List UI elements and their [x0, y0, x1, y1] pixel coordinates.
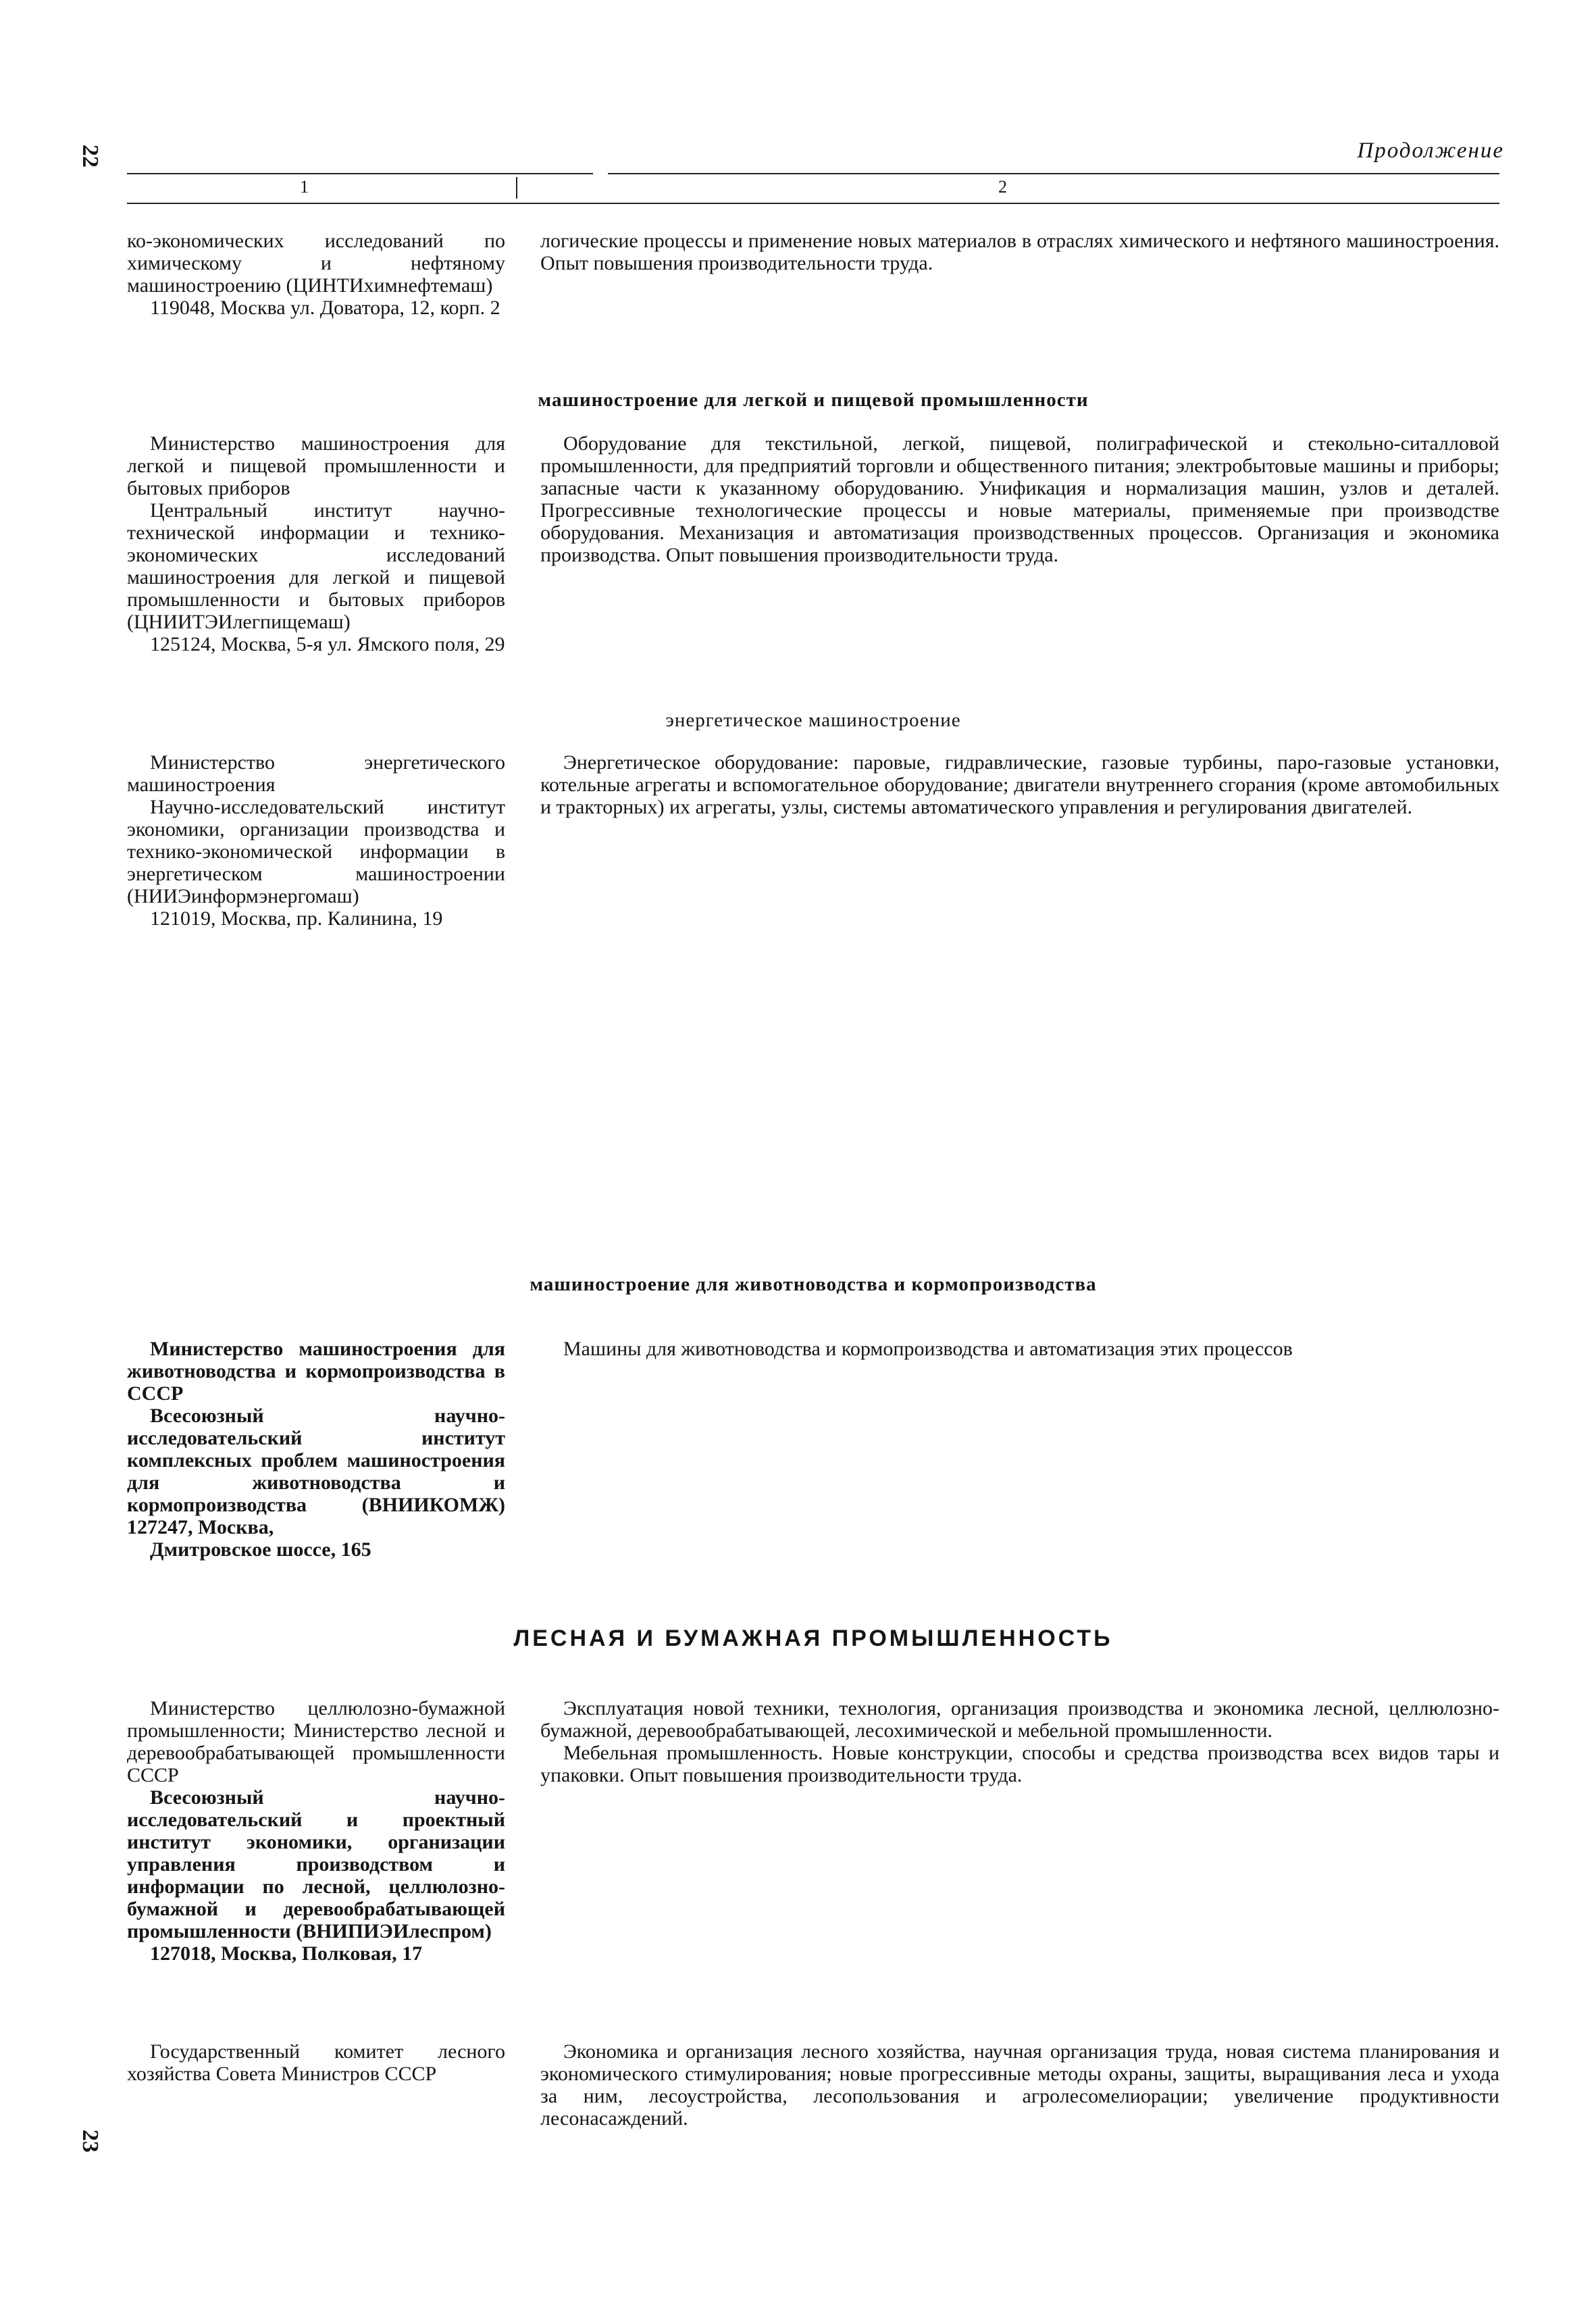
address-text: 127018, Москва, Полковая, 17: [150, 1942, 423, 1965]
address-text: Дмитровское шоссе, 165: [150, 1538, 371, 1561]
institute-text: Всесоюзный научно-исследовательский институт комплексных проблем машиностроения для животноводства и кормопроизводства (ВНИИКОМЖ) 127247, Москва,: [127, 1405, 505, 1538]
institute-text: Всесоюзный научно-исследовательский и проектный институт экономики, организации управления производством и информации по лесной, целлюлозно-бумажной и деревообрабатывающей промышленности (ВНИПИЭИлеспром): [127, 1786, 505, 1942]
continuation-label: Продолжение: [1357, 139, 1504, 163]
ministry-text: Министерство энергетического машиностроения: [127, 751, 505, 796]
section-5-organisations: [127, 2040, 505, 2085]
org-text: ко-экономических исследований по химическому и нефтяному машиностроению (ЦИНТИхимнефтемаш): [127, 230, 505, 297]
column-separator: [516, 177, 517, 199]
institute-text: Научно-исследовательский институт экономики, организации производства и технико-экономической информации в энергетическом машиностроении (НИИЭинформэнергомаш): [127, 796, 505, 907]
topic-text: Экономика и организация лесного хозяйства, научная организация труда, новая система планирования и экономического стимулирования; новые прогрессивные методы охраны, защиты, выращивания леса и ухода за ним, лесоустройства, лесопользования и агролесомелиорации; увеличение продуктивности лесонасаждений.: [540, 2040, 1499, 2130]
section-3-organisations: [127, 1338, 505, 1561]
section-2-organisations: [127, 751, 505, 930]
page-number-top: 22: [78, 145, 103, 168]
section-3-heading: машиностроение для животноводства и кормопроизводства: [530, 1274, 1097, 1295]
section-2-topics: [540, 751, 1499, 818]
topic-text: логические процессы и применение новых материалов в отраслях химического и нефтяного машиностроения. Опыт повышения производительности труда.: [540, 230, 1499, 274]
header-rule-right: [608, 173, 1499, 174]
section-1-heading: машиностроение для легкой и пищевой промышленности: [538, 389, 1089, 411]
section-4-heading: ЛЕСНАЯ И БУМАЖНАЯ ПРОМЫШЛЕННОСТЬ: [513, 1626, 1113, 1651]
page-number-bottom: 23: [78, 2130, 103, 2153]
institute-text: Центральный институт научно-технической информации и технико-экономических исследований машиностроения для легкой и пищевой промышленности и бытовых приборов (ЦНИИТЭИлегпищемаш): [127, 499, 505, 633]
topic-text: Эксплуатация новой техники, технология, организация производства и экономика лесной, целлюлозно-бумажной, деревообрабатывающей, лесохимической и мебельной промышленности.: [540, 1697, 1499, 1742]
section-0-organisations: [127, 230, 505, 319]
section-2-heading: энергетическое машиностроение: [665, 709, 961, 731]
section-5-topics: [540, 2040, 1499, 2130]
topic-text: Мебельная промышленность. Новые конструкции, способы и средства производства всех видов тары и упаковки. Опыт повышения производительности труда.: [540, 1742, 1499, 1786]
ministry-text: Министерство машиностроения для легкой и пищевой промышленности и бытовых приборов: [127, 432, 505, 499]
ministry-text: Министерство машиностроения для животноводства и кормопроизводства в СССР: [127, 1338, 505, 1405]
section-4-topics: [540, 1697, 1499, 1786]
topic-text: Машины для животноводства и кормопроизводства и автоматизация этих процессов: [563, 1338, 1293, 1360]
topic-text: Оборудование для текстильной, легкой, пищевой, полиграфической и стекольно-ситалловой промышленности, для предприятий торговли и общественного питания; электробытовые машины и приборы; запасные части к указанному оборудованию. Унификация и нормализация машин, узлов и деталей. Прогрессивные технологические процессы и новые материалы, применяемые при производстве оборудования. Механизация и автоматизация производственных процессов. Организация и экономика производства. Опыт повышения производительности труда.: [540, 432, 1499, 566]
address-text: 119048, Москва ул. Доватора, 12, корп. 2: [150, 297, 500, 319]
ministry-text: Министерство целлюлозно-бумажной промышленности; Министерство лесной и деревообрабатывающей промышленности СССР: [127, 1697, 505, 1786]
topic-text: Энергетическое оборудование: паровые, гидравлические, газовые турбины, паро-газовые установки, котельные агрегаты и вспомогательное оборудование; двигатели внутреннего сгорания (кроме автомобильных и тракторных) их агрегаты, узлы, системы автоматического управления и регулирования двигателей.: [540, 751, 1499, 818]
address-text: 125124, Москва, 5-я ул. Ямского поля, 29: [150, 633, 505, 655]
section-4-organisations: [127, 1697, 505, 1965]
header-rule-left: [127, 173, 593, 174]
section-1-organisations: [127, 432, 505, 655]
committee-text: Государственный комитет лесного хозяйства Совета Министров СССР: [127, 2040, 505, 2085]
section-0-topics: [540, 230, 1499, 274]
column-number-1: 1: [300, 177, 309, 197]
column-number-2: 2: [998, 177, 1007, 197]
address-text: 121019, Москва, пр. Калинина, 19: [150, 907, 443, 930]
section-1-topics: [540, 432, 1499, 566]
section-3-topics: [540, 1338, 1499, 1360]
header-rule-bottom: [127, 203, 1499, 204]
